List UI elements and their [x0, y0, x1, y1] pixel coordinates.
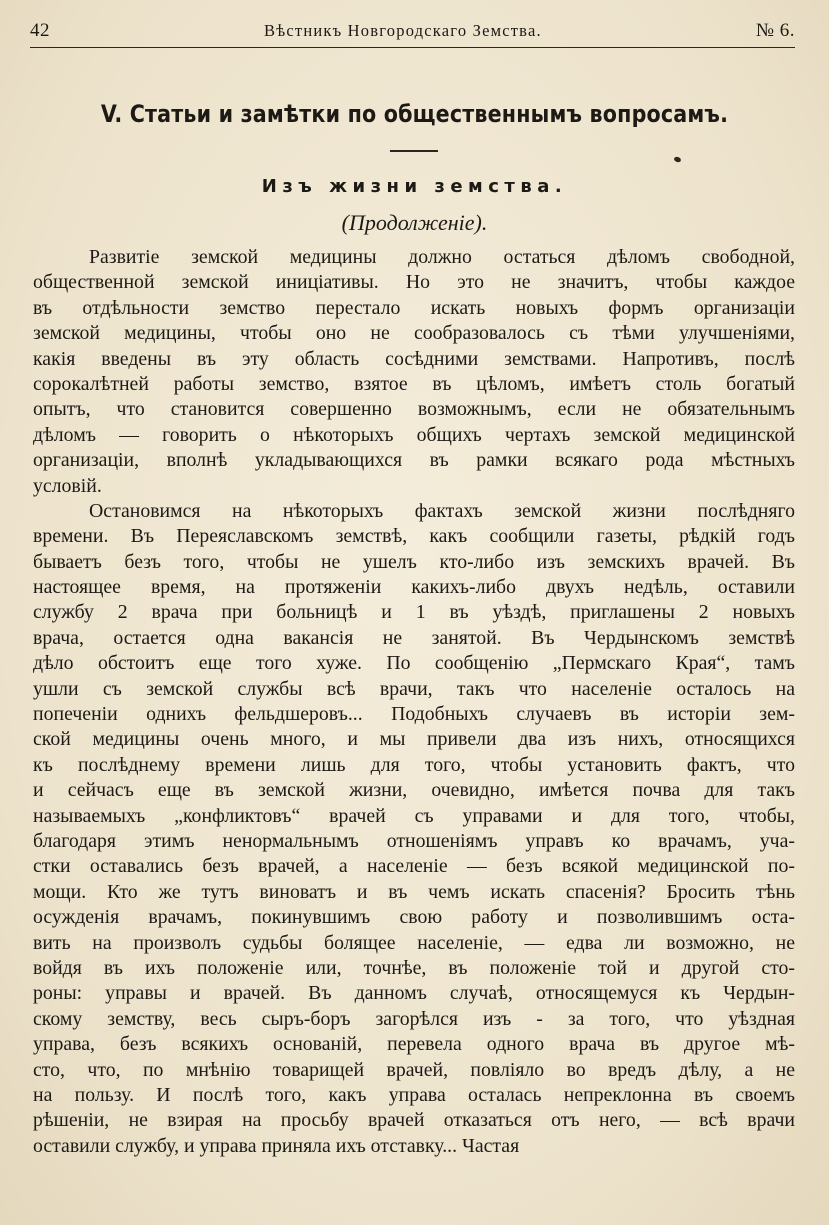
text-line: какія введены въ эту область сосѣдними земствами. Напротивъ, послѣ [33, 347, 795, 370]
text-line: сто, что, по мнѣнію товарищей врачей, повліяло во вредъ дѣлу, а не [33, 1058, 795, 1081]
text-line: роны: управы и врачей. Въ данномъ случаѣ, относящемуся къ Чердын- [33, 982, 795, 1005]
text-line: Остановимся на нѣкоторыхъ фактахъ земской жизни послѣдняго [89, 499, 795, 522]
text-line: условій. [33, 474, 102, 497]
section-divider [390, 150, 438, 152]
issue-number: № 6. [755, 20, 795, 41]
text-line: ушли съ земской службы всѣ врачи, такъ что населеніе осталось на [33, 677, 795, 700]
text-line: къ послѣднему времени лишь для того, чтобы установить фактъ, что [33, 753, 795, 776]
header-rule [30, 47, 795, 48]
text-line: дѣло обстоитъ еще того хуже. По сообщенію „Пермскаго Края“, тамъ [33, 652, 795, 675]
text-line: опытъ, что становится совершенно возможнымъ, если не обязательнымъ [33, 398, 795, 421]
text-line: и сейчасъ еще въ земской жизни, очевидно, имѣется почва для такъ [33, 779, 795, 802]
text-line: Развитіе земской медицины должно остаться дѣломъ свободной, [89, 246, 795, 268]
text-line: въ отдѣльности земство перестало искать новыхъ формъ организаціи [33, 296, 795, 319]
article-body [33, 245, 795, 1159]
text-line: настоящее время, на протяженіи какихъ-либо двухъ недѣль, оставили [33, 576, 795, 599]
text-line: войдя въ ихъ положеніе или, точнѣе, въ положеніе той и другой сто- [33, 956, 795, 979]
text-line: рѣшеніи, не взирая на просьбу врачей отказаться отъ него, — всѣ врачи [33, 1109, 795, 1132]
running-header [30, 20, 795, 46]
ink-spot [673, 156, 681, 163]
text-line: скому земству, весь сыръ-боръ загорѣлся изъ - за того, что уѣздная [33, 1007, 795, 1030]
text-line: дѣломъ — говорить о нѣкоторыхъ общихъ чертахъ земской медицинской [33, 423, 795, 446]
journal-title: Вѣстникъ Новгородскаго Земства. [264, 21, 542, 40]
text-line: благодаря этимъ ненормальнымъ отношеніямъ управъ ко врачамъ, уча- [33, 829, 795, 852]
text-line: управа, безъ всякихъ основаній, перевела одного врача въ другое мѣ- [33, 1033, 795, 1056]
text-line: службу 2 врача при больницѣ и 1 въ уѣздѣ, приглашены 2 новыхъ [33, 601, 795, 624]
text-line: общественной земской иниціативы. Но это не значитъ, чтобы каждое [33, 271, 795, 294]
text-line: на пользу. И послѣ того, какъ управа осталась непреклонна въ своемъ [33, 1083, 795, 1106]
text-line: бываетъ безъ того, чтобы не ушелъ кто-либо изъ земскихъ врачей. Въ [33, 550, 795, 573]
page-number: 42 [30, 20, 50, 41]
text-line: попеченіи однихъ фельдшеровъ... Подобныхъ случаевъ въ исторіи зем- [33, 703, 795, 726]
text-line: вить на произволъ судьбы болящее населеніе, — едва ли возможно, не [33, 931, 795, 954]
section-title: V. Статьи и замѣтки по общественнымъ вопросамъ. [100, 100, 729, 128]
text-line: мощи. Кто же тутъ виноватъ и въ чемъ искать спасенія? Бросить тѣнь [33, 880, 795, 903]
text-line: времени. Въ Переяславскомъ земствѣ, какъ сообщили газеты, рѣдкій годъ [33, 525, 795, 548]
article-continued-note: (Продолженіе). [341, 210, 488, 235]
text-line: называемыхъ „конфликтовъ“ врачей съ управами и для того, чтобы, [33, 804, 795, 827]
text-line: стки оставались безъ врачей, а населеніе — безъ всякой медицинской по- [33, 855, 795, 878]
text-line: сорокалѣтней работы земство, взятое въ цѣломъ, имѣетъ столь богатый [33, 372, 795, 395]
text-line: оставили службу, и управа приняла ихъ отставку... Частая [33, 1134, 520, 1157]
text-line: осужденія врачамъ, покинувшимъ свою работу и позволившимъ оста- [33, 906, 795, 929]
article-title: Изъ жизни земства. [261, 176, 568, 197]
text-line: организаціи, вполнѣ укладывающихся въ рамки всякаго рода мѣстныхъ [33, 449, 795, 472]
text-line: земской медицины, чтобы оно не сообразовалось съ тѣми улучшеніями, [33, 322, 795, 345]
text-line: ской медицины очень много, и мы привели два изъ нихъ, относящихся [33, 728, 795, 751]
text-line: врача, остается одна вакансія не занятой. Въ Чердынскомъ земствѣ [33, 626, 795, 649]
